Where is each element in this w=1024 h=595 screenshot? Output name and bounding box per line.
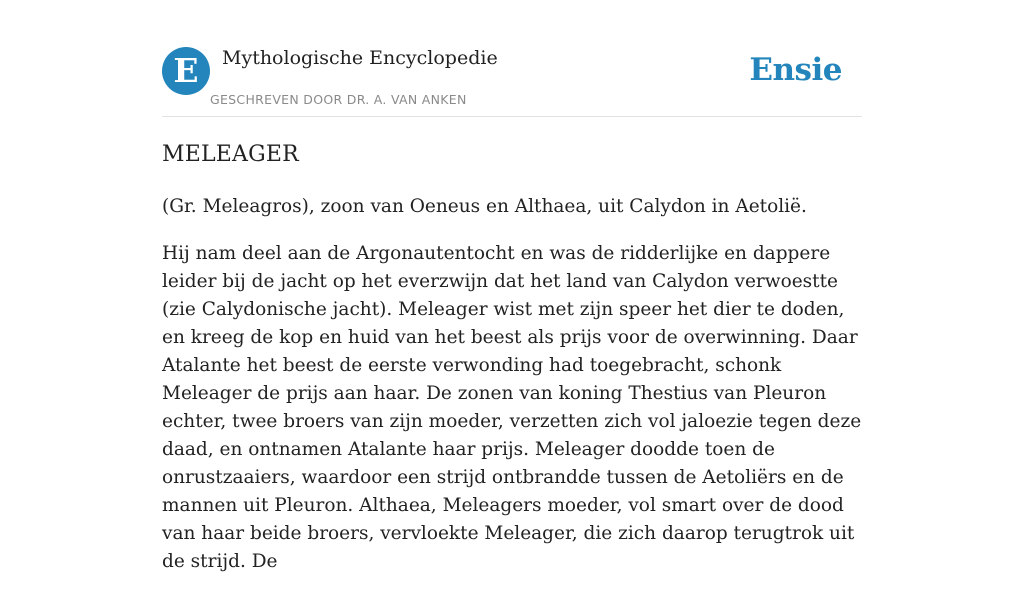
article-paragraph-body: Hij nam deel aan de Argonautentocht en was de ridderlijke en dappere leider bij de jacht op het everzwijn dat het land van Calydon verwoestte (zie Calydonische jacht). Meleager wist met zijn speer het dier te doden, en kreeg de kop en huid van het beest als prijs voor de overwinning. Daar Atalante het beest de eerste verwonding had toegebracht, schonk Meleager de prijs aan haar. De zonen van koning Thestius van Pleuron echter, twee broers van zijn moeder, verzetten zich vol jaloezie tegen deze daad, en ontnamen Atalante haar prijs. Meleager doodde toen de onrustzaaiers, waardoor een strijd ontbrandde tussen de Aetoliërs en de mannen uit Pleuron. Althaea, Meleagers moeder, vol smart over de dood van haar beide broers, vervloekte Meleager, die zich daarop terugtrok uit de strijd. De bbox=[162, 243, 862, 572]
article-paragraph-intro: (Gr. Meleagros), zoon van Oeneus en Althaea, uit Calydon in Aetolië. bbox=[162, 196, 807, 217]
site-header bbox=[162, 46, 862, 117]
encyclopedia-title-link[interactable]: Mythologische Encyclopedie bbox=[222, 47, 498, 69]
encyclopedia-logo-icon[interactable]: E bbox=[162, 47, 210, 95]
ensie-brand-logo[interactable]: Ensie bbox=[749, 52, 842, 88]
article-title: MELEAGER bbox=[162, 142, 299, 167]
author-byline: GESCHREVEN DOOR DR. A. VAN ANKEN bbox=[210, 92, 467, 107]
article bbox=[162, 139, 862, 595]
